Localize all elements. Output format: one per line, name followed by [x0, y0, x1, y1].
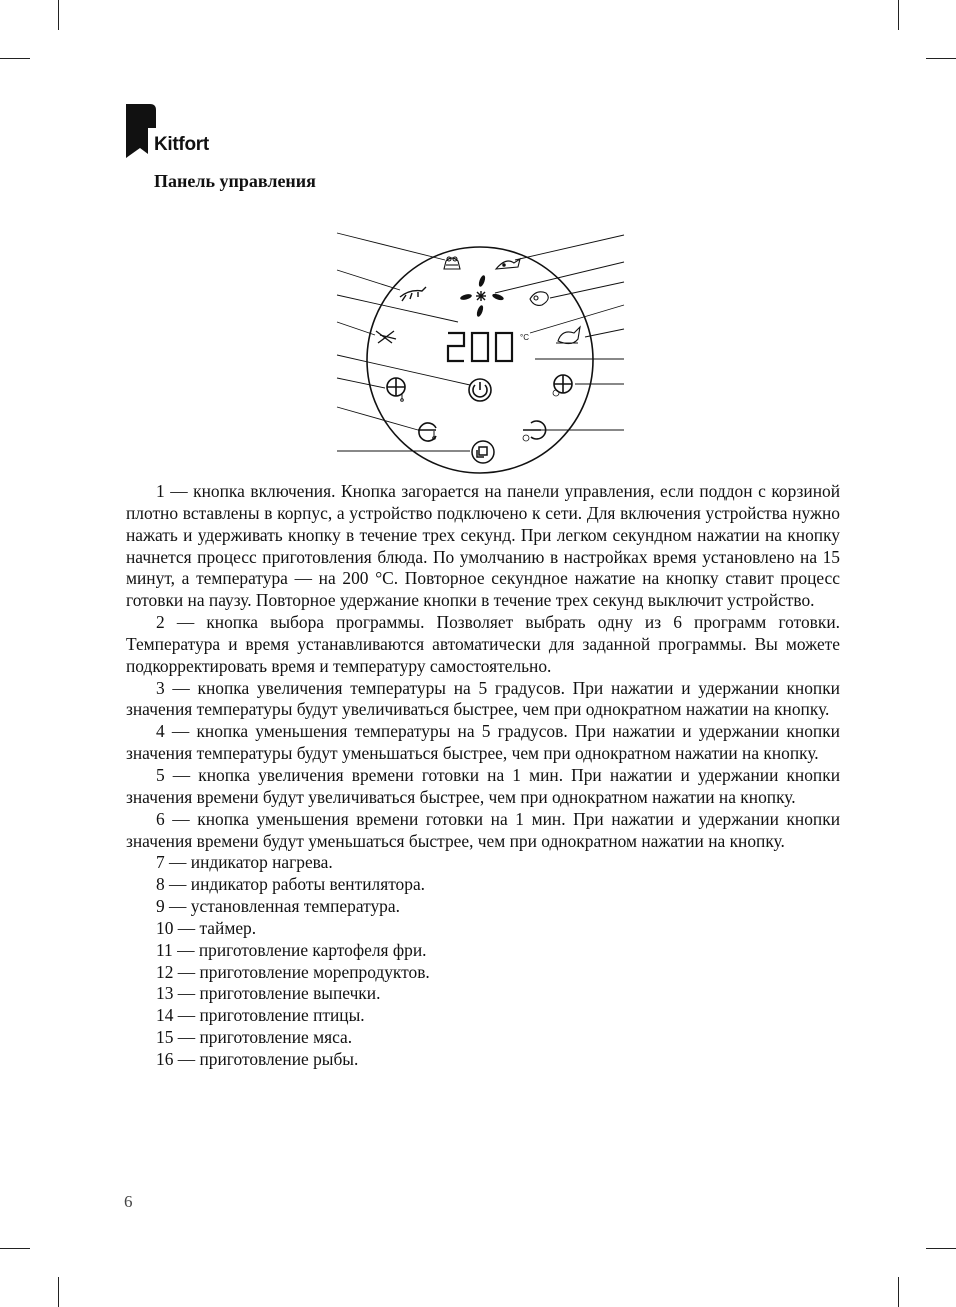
time-down-button[interactable] — [523, 421, 546, 441]
crop-mark — [58, 0, 59, 30]
crop-mark — [926, 58, 956, 59]
crop-mark — [0, 1248, 30, 1249]
paragraph: 4 — кнопка уменьшения температуры на 5 градусов. При нажатии и удержании кнопки значения температуры будут уменьшаться быстрее, чем при однократном нажатии на кнопку. — [126, 721, 840, 764]
fries-program-icon — [376, 331, 396, 343]
list-item: 7 — индикатор нагрева. — [156, 852, 333, 873]
list-item: 12 — приготовление морепродуктов. — [156, 961, 430, 982]
list-item: 13 — приготовление выпечки. — [156, 983, 381, 1004]
heating-indicator-icon — [476, 291, 486, 301]
poultry-program-icon — [556, 327, 580, 344]
list-item: 14 — приготовление птицы. — [156, 1005, 365, 1026]
list-item: 11 — приготовление картофеля фри. — [156, 939, 427, 960]
paragraph: 6 — кнопка уменьшения времени готовки на 1 мин. При нажатии и удержании кнопки значения времени будут уменьшаться быстрее, чем при однократном нажатии на кнопку. — [126, 808, 840, 851]
seafood-program-icon — [400, 287, 426, 301]
instructions-text — [126, 481, 840, 1071]
callout-lines-left — [337, 233, 470, 451]
temperature-up-button[interactable] — [387, 378, 405, 401]
brand-name: Kitfort — [154, 134, 209, 155]
crop-mark — [898, 0, 899, 30]
control-panel-diagram — [330, 225, 630, 475]
paragraph: 5 — кнопка увеличения времени готовки на 1 мин. При нажатии и удержании кнопки значения времени будут увеличиваться быстрее, чем при однократном нажатии на кнопку. — [126, 764, 840, 807]
list-item: 8 — индикатор работы вентилятора. — [156, 874, 426, 895]
section-title: Панель управления — [154, 171, 316, 191]
baking-program-icon — [444, 257, 460, 269]
crop-mark — [58, 1277, 59, 1307]
crop-mark — [898, 1277, 899, 1307]
paragraph: 3 — кнопка увеличения температуры на 5 градусов. При нажатии и удержании кнопки значения температуры будут увеличиваться быстрее, чем при однократном нажатии на кнопку. — [126, 677, 840, 720]
fish-program-icon — [496, 259, 520, 269]
page-number: 6 — [124, 1192, 133, 1211]
temperature-value: 200 — [422, 356, 425, 358]
crop-mark — [926, 1248, 956, 1249]
time-up-button[interactable] — [553, 375, 572, 396]
callout-lines-right — [495, 235, 624, 430]
list-item: 15 — приготовление мяса. — [156, 1027, 353, 1048]
list-item: 16 — приготовление рыбы. — [156, 1048, 359, 1069]
crop-mark — [0, 58, 30, 59]
temperature-display-digits — [448, 333, 512, 361]
temperature-unit: °C — [520, 333, 529, 342]
power-button[interactable] — [469, 379, 491, 401]
temperature-down-button[interactable] — [418, 423, 436, 441]
program-select-button[interactable] — [472, 441, 494, 463]
list-item: 10 — таймер. — [156, 917, 257, 938]
paragraph: 2 — кнопка выбора программы. Позволяет выбрать одну из 6 программ готовки. Температура и время устанавливаются автоматически для заданной программы. Вы можете подкорректировать время и температуру самостоятельно. — [126, 612, 840, 676]
list-item: 9 — установленная температура. — [156, 896, 400, 917]
paragraph: 1 — кнопка включения. Кнопка загорается на панели управления, если поддон с корзиной плотно вставлены в корпус, а устройство подключено к сети. Для включения устройства нужно нажать и удерживать кнопку в течение трех секунд. При легком секундном нажатии на кнопку начнется процесс приготовления блюда. По умолчанию в настройках время установлено на 15 минут, а температура — на 200 °C. Повторное секундное нажатие на кнопку ставит процесс готовки на паузу. Повторное удержание кнопки в течение трех секунд выключит устройство. — [126, 481, 840, 611]
meat-program-icon — [530, 292, 548, 306]
